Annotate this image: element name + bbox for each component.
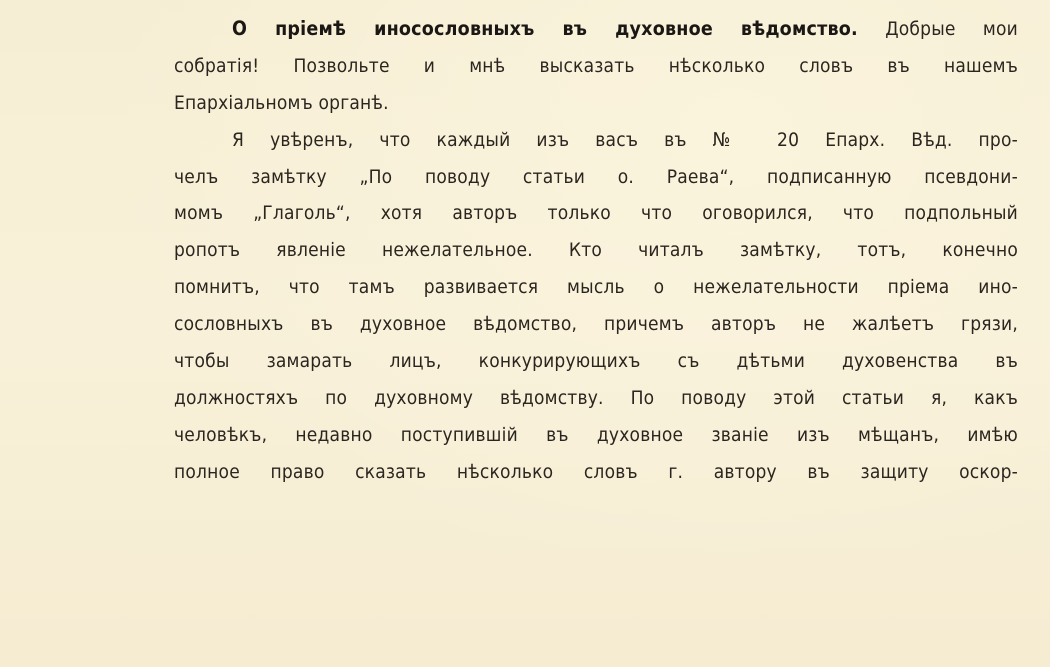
paragraph-line-6: момъ „Глаголь“, хотя авторъ только что оговорился, что подпольный bbox=[174, 202, 1018, 225]
paragraph-line-3: Епархіальномъ органѣ. bbox=[174, 91, 389, 114]
paragraph-line-4: Я увѣренъ, что каждый изъ васъ въ № 20 Епарх. Вѣд. про- bbox=[232, 128, 1018, 151]
paragraph-line-9: сословныхъ въ духовное вѣдомство, причемъ авторъ не жалѣетъ грязи, bbox=[174, 313, 1018, 336]
paragraph-line-10: чтобы замарать лицъ, конкурирующихъ съ дѣтьми духовенства въ bbox=[174, 350, 1018, 373]
paragraph-line-2: собратія! Позвольте и мнѣ высказать нѣсколько словъ въ нашемъ bbox=[174, 54, 1018, 77]
line-text: Добрые мои bbox=[885, 18, 1018, 40]
paragraph-line-5: челъ замѣтку „По поводу статьи о. Раева“, подписанную псевдони- bbox=[174, 165, 1018, 188]
article-text bbox=[174, 14, 1018, 494]
paragraph-line-7: ропотъ явленіе нежелательное. Кто читалъ замѣтку, тотъ, конечно bbox=[174, 239, 1018, 262]
paragraph-line-12: человѣкъ, недавно поступившій въ духовное званіе изъ мѣщанъ, имѣю bbox=[174, 423, 1018, 446]
article-heading: О пріемѣ иносословныхъ въ духовное вѣдомство. bbox=[232, 17, 858, 40]
paragraph-line-1 bbox=[174, 14, 1018, 51]
paragraph-line-11: должностяхъ по духовному вѣдомству. По поводу этой статьи я, какъ bbox=[174, 386, 1018, 409]
paragraph-line-13: полное право сказать нѣсколько словъ г. автору въ защиту оскор- bbox=[174, 460, 1018, 483]
paragraph-line-8: помнитъ, что тамъ развивается мысль о нежелательности пріема ино- bbox=[174, 276, 1018, 299]
